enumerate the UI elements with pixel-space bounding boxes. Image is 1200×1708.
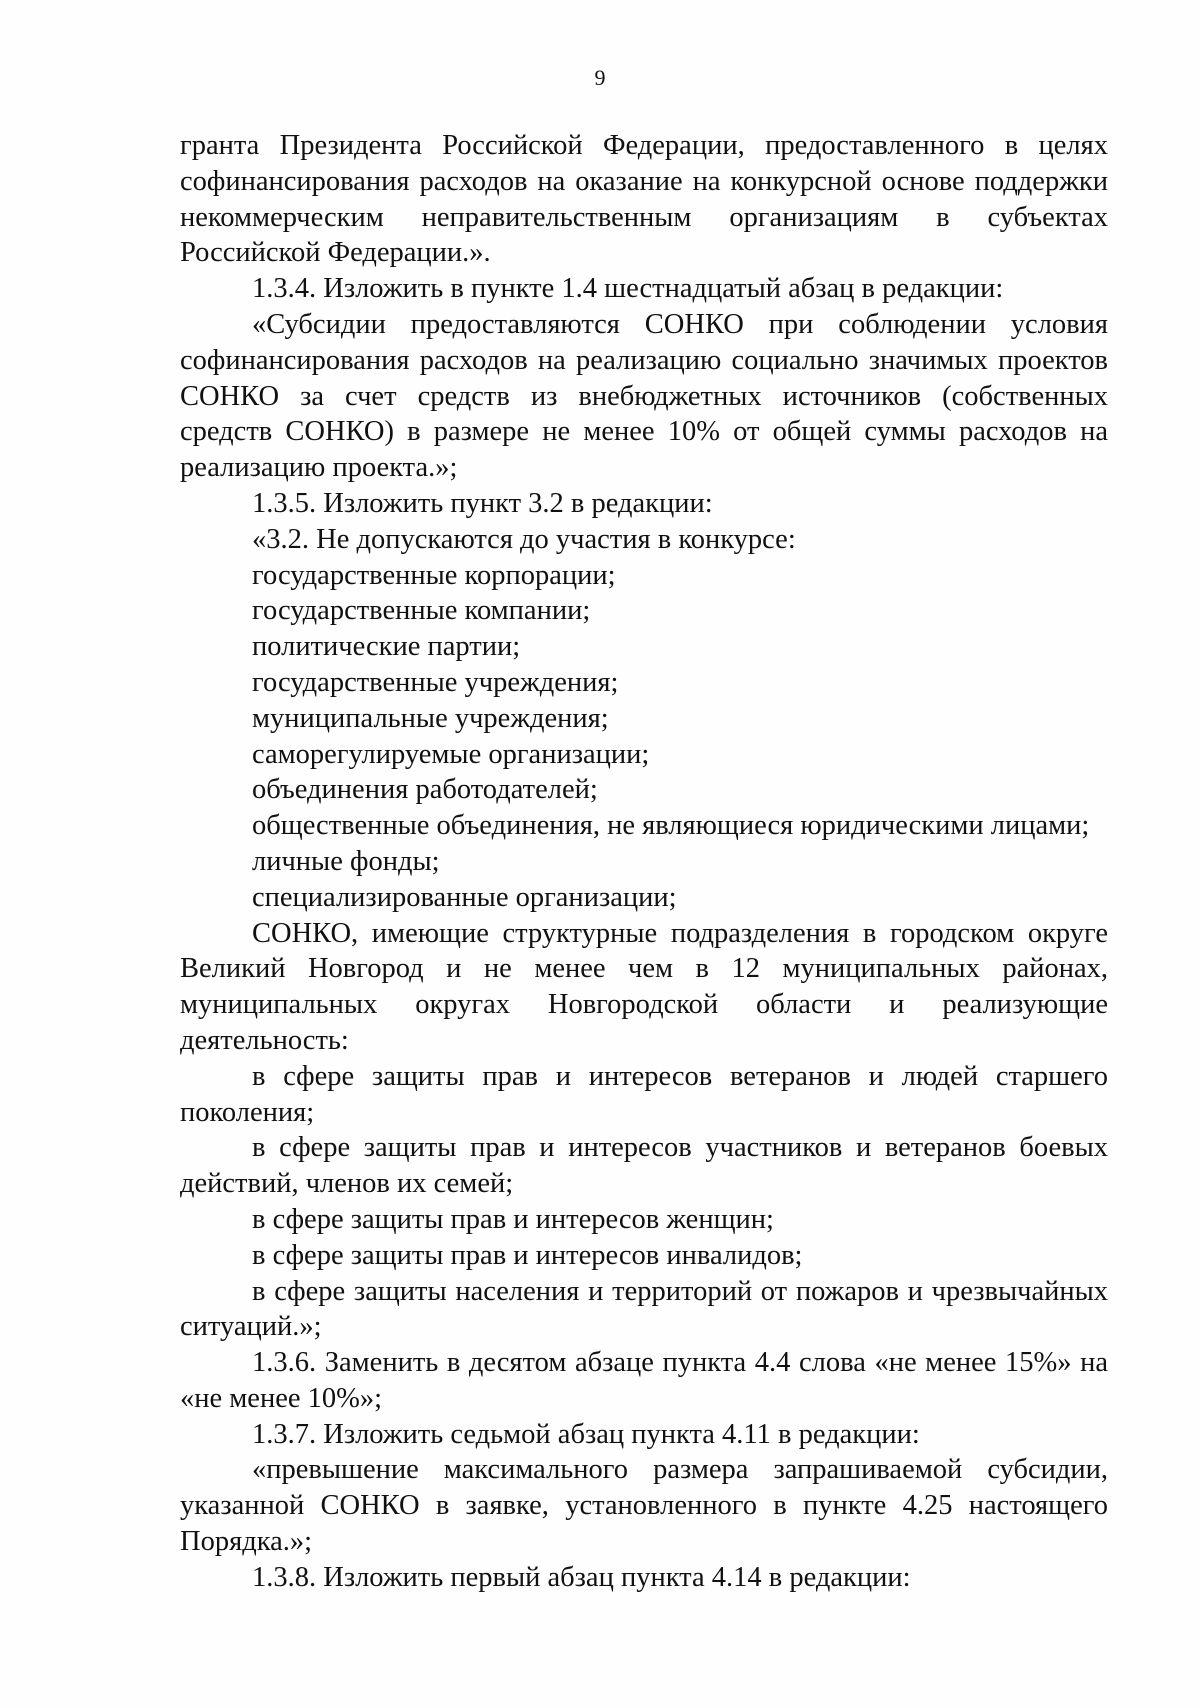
paragraph: объединения работодателей; bbox=[252, 774, 598, 806]
paragraph: 1.3.5. Изложить пункт 3.2 в редакции: bbox=[252, 487, 713, 519]
paragraph: «превышение максимального размера запрашиваемой субсидии, указанной СОНКО в заявке, установленного в пункте 4.25 настоящего Порядка.»; bbox=[180, 1454, 1108, 1558]
paragraph: 1.3.7. Изложить седьмой абзац пункта 4.11 в редакции: bbox=[252, 1418, 920, 1450]
paragraph: государственные корпорации; bbox=[252, 559, 616, 591]
paragraph: личные фонды; bbox=[252, 845, 440, 877]
paragraph: саморегулируемые организации; bbox=[252, 738, 650, 770]
paragraph: в сфере защиты прав и интересов инвалидов; bbox=[252, 1239, 803, 1271]
paragraph: государственные учреждения; bbox=[252, 666, 619, 698]
paragraph: «Субсидии предоставляются СОНКО при соблюдении условия софинансирования расходов на реализацию социально значимых проектов СОНКО за счет средств из внебюджетных источников (собственных средств СОНКО) в размере не менее 10% от общей суммы расходов на реализацию проекта.»; bbox=[180, 308, 1108, 484]
paragraph: в сфере защиты прав и интересов участников и ветеранов боевых действий, членов их семей; bbox=[180, 1132, 1108, 1200]
paragraph: в сфере защиты населения и территорий от пожаров и чрезвычайных ситуаций.»; bbox=[180, 1275, 1108, 1343]
paragraph: 1.3.8. Изложить первый абзац пункта 4.14 в редакции: bbox=[252, 1561, 911, 1593]
paragraph: в сфере защиты прав и интересов женщин; bbox=[252, 1203, 774, 1235]
paragraph: политические партии; bbox=[252, 631, 521, 663]
paragraph: общественные объединения, не являющиеся юридическими лицами; bbox=[252, 810, 1090, 842]
paragraph: муниципальные учреждения; bbox=[252, 702, 609, 734]
paragraph: в сфере защиты прав и интересов ветеранов и людей старшего поколения; bbox=[180, 1060, 1108, 1128]
paragraph: 1.3.6. Заменить в десятом абзаце пункта 4.4 слова «не менее 15%» на «не менее 10%»; bbox=[180, 1347, 1108, 1414]
paragraph: гранта Президента Российской Федерации, предоставленного в целях софинансирования расходов на оказание на конкурсной основе поддержки некоммерческим неправительственным организациям в субъектах Российской Федерации.». bbox=[180, 130, 1108, 269]
paragraph: специализированные организации; bbox=[252, 881, 677, 913]
paragraph: 1.3.4. Изложить в пункте 1.4 шестнадцатый абзац в редакции: bbox=[252, 273, 1004, 305]
paragraph: СОНКО, имеющие структурные подразделения в городском округе Великий Новгород и не менее чем в 12 муниципальных районах, муниципальных округах Новгородской области и реализующие деятельность: bbox=[180, 917, 1108, 1056]
document-body bbox=[180, 128, 1108, 1596]
paragraph: «3.2. Не допускаются до участия в конкурсе: bbox=[252, 523, 796, 555]
page-number: 9 bbox=[594, 65, 606, 90]
paragraph: государственные компании; bbox=[252, 595, 591, 627]
